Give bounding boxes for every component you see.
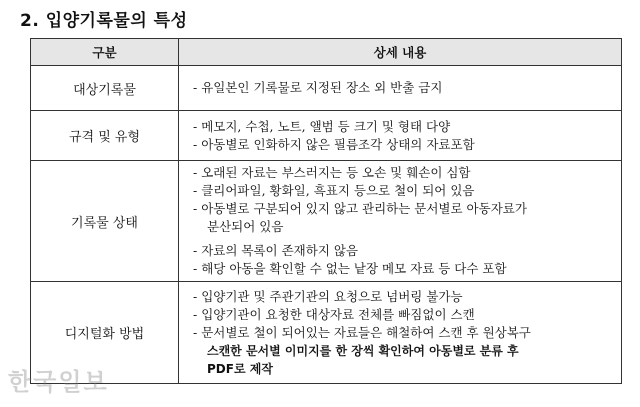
row-category: 규격 및 유형: [31, 111, 179, 161]
detail-line: - 문서별로 철이 되어있는 자료들은 해철하여 스캔 후 원상복구: [193, 324, 531, 340]
publisher-watermark: 한국일보: [8, 368, 109, 396]
detail-line: - 아동별로 구분되어 있지 않고 관리하는 문서별로 아동자료가: [193, 201, 527, 216]
row-details: [179, 161, 622, 282]
table-row: [31, 161, 622, 282]
detail-line: - 메모지, 수첩, 노트, 앨범 등 크기 및 형태 다양: [193, 118, 451, 134]
detail-line: - 클리어파일, 황화일, 흑표지 등으로 철이 되어 있음: [193, 183, 475, 198]
row-details: [179, 282, 622, 384]
characteristics-table: [30, 38, 622, 384]
section-heading: 2. 입양기록물의 특성: [20, 11, 188, 31]
detail-line: - 오래된 자료는 부스러지는 등 오손 및 훼손이 심함: [193, 165, 471, 180]
row-details: [179, 66, 622, 111]
detail-line: - 유일본인 기록물로 지정된 장소 외 반출 금지: [193, 80, 443, 95]
row-category: 기록물 상태: [31, 161, 179, 282]
row-category: 대상기록물: [31, 66, 179, 111]
row-category: 디지털화 방법: [31, 282, 179, 384]
detail-line: - 자료의 목록이 존재하지 않음: [193, 243, 359, 258]
detail-line: - 입양기관 및 주관기관의 요청으로 넘버링 불가능: [193, 288, 463, 304]
table-row: [31, 66, 622, 111]
detail-line: 스캔한 문서별 이미지를 한 장씩 확인하여 아동별로 분류 후: [207, 343, 519, 358]
detail-line: - 해당 아동을 확인할 수 없는 낱장 메모 자료 등 다수 포함: [193, 261, 507, 276]
header-category: 구분: [31, 39, 179, 66]
detail-line: - 아동별로 인화하지 않은 필름조각 상태의 자료포함: [193, 136, 475, 152]
detail-line: PDF로 제작: [207, 361, 273, 376]
detail-line: - 입양기관이 요청한 대상자료 전체를 빠짐없이 스캔: [193, 306, 475, 322]
table-header-row: [31, 39, 622, 66]
detail-line: 분산되어 있음: [207, 219, 284, 234]
row-details: [179, 111, 622, 161]
table-row: [31, 282, 622, 384]
table-row: [31, 111, 622, 161]
header-details: 상세 내용: [179, 39, 622, 66]
